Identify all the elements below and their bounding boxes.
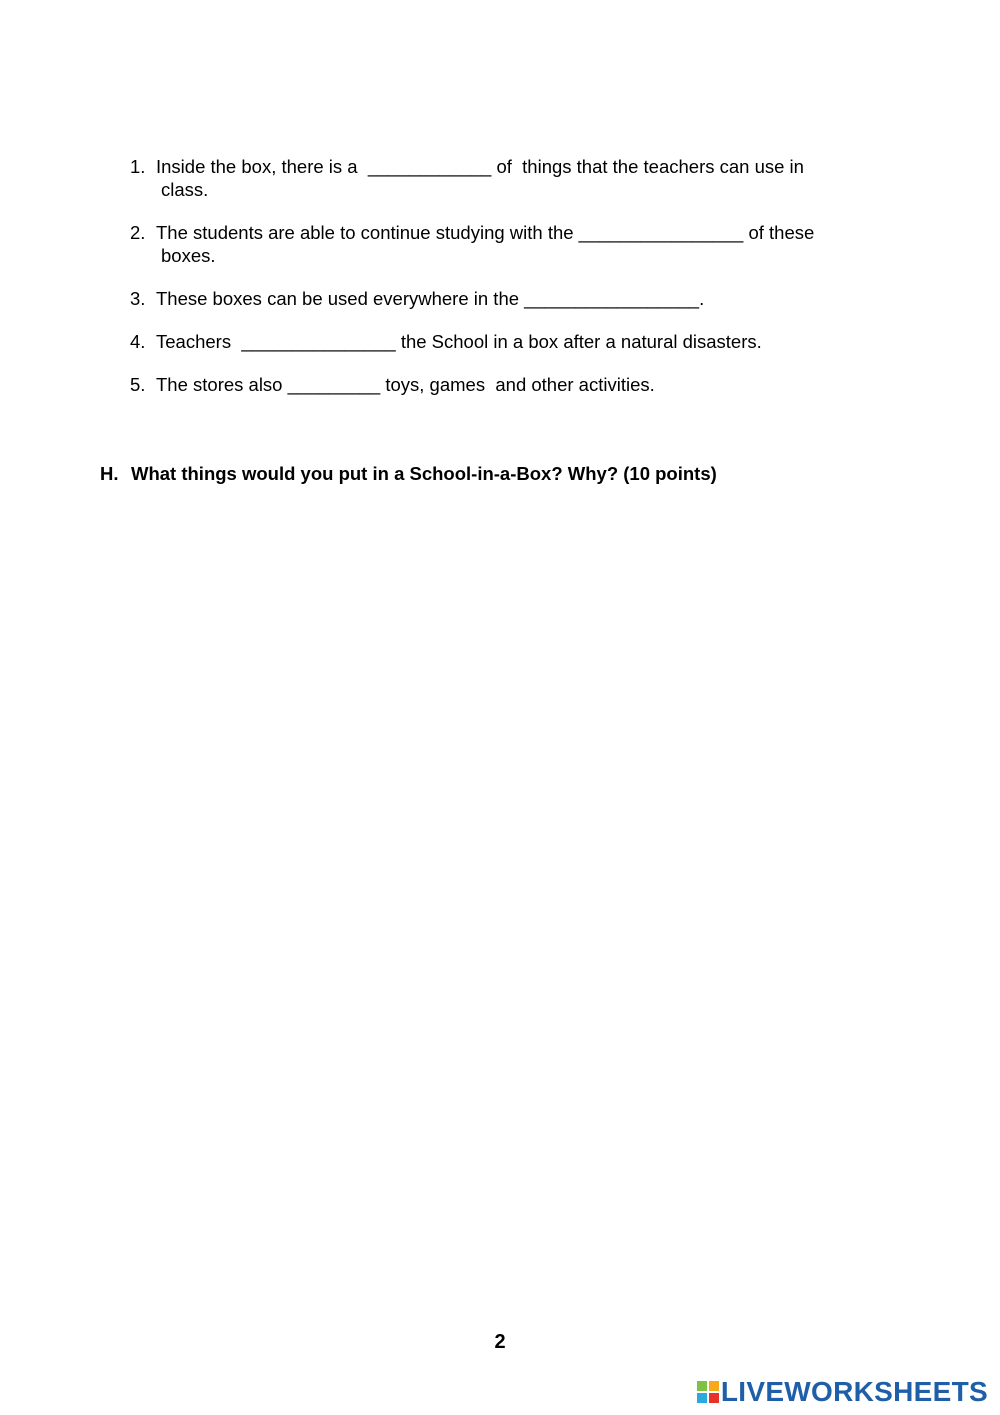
brand-name: LIVEWORKSHEETS bbox=[720, 1376, 988, 1407]
question-text: The stores also _________ toys, games and other activities. bbox=[156, 374, 655, 395]
liveworksheets-logo-icon bbox=[697, 1381, 719, 1403]
question-text: The students are able to continue studying with the ________________ of these bbox=[156, 222, 815, 243]
question-number: 4. bbox=[130, 331, 146, 352]
question-2 bbox=[130, 221, 890, 267]
question-text: Teachers _______________ the School in a box after a natural disasters. bbox=[156, 331, 762, 352]
section-prompt: What things would you put in a School-in-a-Box? Why? (10 points) bbox=[131, 463, 717, 484]
fill-in-blank-list bbox=[130, 155, 890, 416]
question-number: 1. bbox=[130, 156, 146, 177]
question-text-continued: boxes. bbox=[161, 245, 216, 266]
question-number: 5. bbox=[130, 374, 146, 395]
question-text: Inside the box, there is a ____________ of things that the teachers can use in bbox=[156, 156, 804, 177]
page-number: 2 bbox=[494, 1331, 506, 1353]
question-5 bbox=[130, 373, 890, 396]
question-1 bbox=[130, 155, 890, 201]
question-number: 2. bbox=[130, 222, 146, 243]
section-letter: H. bbox=[100, 463, 119, 484]
section-h-heading bbox=[100, 462, 717, 485]
question-3 bbox=[130, 287, 890, 310]
question-text-continued: class. bbox=[161, 179, 209, 200]
liveworksheets-brand bbox=[697, 1376, 988, 1408]
question-number: 3. bbox=[130, 288, 146, 309]
question-text: These boxes can be used everywhere in the _________________. bbox=[156, 288, 705, 309]
question-4 bbox=[130, 330, 890, 353]
